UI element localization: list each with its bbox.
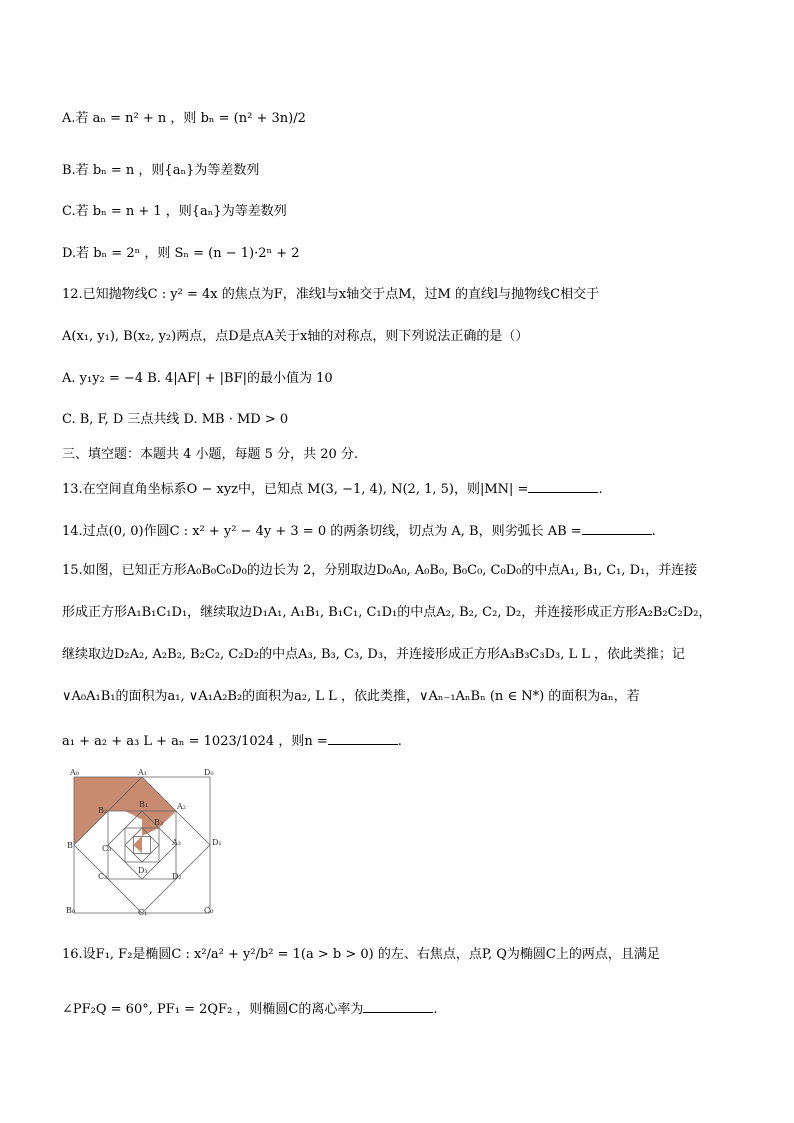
option-11d: D.若 bₙ = 2ⁿ ，则 Sₙ = (n − 1)·2ⁿ + 2 [62,246,300,261]
nested-squares-figure [62,765,222,915]
option-11b: B.若 bₙ = n ，则{aₙ}为等差数列 [62,163,260,178]
q14-text: 14.过点(0, 0)作圆C : x² + y² − 4y + 3 = 0 的两条切线，切点为 A, B，则劣弧长 AB = [62,524,582,539]
q15-line-3: 继续取边D₂A₂, A₂B₂, B₂C₂, C₂D₂的中点A₃, B₃, C₃, D₃，并连接形成正方形A₃B₃C₃D₃, L L ，依此类推；记 [62,647,686,662]
q12-options-cd: C. B, F, D 三点共线 D. MB · MD > 0 [62,412,289,427]
answer-blank [582,520,652,535]
q16-line-2-text: ∠PF₂Q = 60°, PF₁ = 2QF₂ ，则椭圆C的离心率为 [62,1002,364,1017]
label-a0: A₀ [70,768,79,777]
label-b2: B₂ [98,806,108,815]
q15-line-4: ∨A₀A₁B₁的面积为a₁, ∨A₁A₂B₂的面积为a₂, L L ，依此类推，∨Aₙ₋₁AₙBₙ (n ∈ N*) 的面积为aₙ，若 [62,689,640,704]
q15-line-5-text: a₁ + a₂ + a₃ L + aₙ = 1023/1024 ，则n = [62,734,328,749]
q12-stem-2: A(x₁, y₁), B(x₂, y₂)两点，点D是点A关于x轴的对称点，则下列说法正确的是（） [62,329,529,344]
q14: 14.过点(0, 0)作圆C : x² + y² − 4y + 3 = 0 的两条切线，切点为 A, B，则劣弧长 AB = . [62,520,656,541]
label-d2: D₂ [172,872,182,881]
label-a3: A₃ [172,838,181,847]
label-a1: A₁ [138,768,147,777]
label-c3: C₃ [102,844,112,853]
label-b1: B₁ [139,800,149,809]
label-d3: D₃ [138,866,148,875]
q13: 13.在空间直角坐标系O − xyz中，已知点 M(3, −1, 4), N(2, 1, 5)，则|MN| = . [62,478,603,499]
q15-line-1: 15.如图，已知正方形A₀B₀C₀D₀的边长为 2，分别取边D₀A₀, A₀B₀, B₀C₀, C₀D₀的中点A₁, B₁, C₁, D₁，并连接 [62,563,698,578]
label-b3: B₃ [154,818,164,827]
q16-line-2: ∠PF₂Q = 60°, PF₁ = 2QF₂ ，则椭圆C的离心率为 . [62,998,438,1019]
section-3-heading: 三、填空题：本题共 4 小题，每题 5 分，共 20 分. [62,447,359,462]
q16-line-1: 16.设F₁, F₂是椭圆C : x²/a² + y²/b² = 1(a > b > 0) 的左、右焦点，点P, Q为椭圆C上的两点，且满足 [62,947,660,962]
label-a2: A₂ [177,802,186,811]
label-b-mid: B [67,841,73,850]
label-c2: C₂ [98,872,108,881]
answer-blank [363,998,433,1013]
label-b0: B₀ [66,906,76,915]
answer-blank [328,730,398,745]
label-c1: C₁ [138,908,148,915]
answer-blank [528,478,598,493]
label-d1: D₁ [212,838,222,847]
q12-options-ab: A. y₁y₂ = −4 B. 4|AF| + |BF|的最小值为 10 [62,371,333,386]
option-11c: C.若 bₙ = n + 1 ，则{aₙ}为等差数列 [62,204,287,219]
q15-line-5: a₁ + a₂ + a₃ L + aₙ = 1023/1024 ，则n = . [62,730,402,751]
q12-stem-1: 12.已知抛物线C : y² = 4x 的焦点为F，准线l与x轴交于点M，过M 的直线l与抛物线C相交于 [62,287,600,302]
option-11a: A.若 aₙ = n² + n ，则 bₙ = (n² + 3n)/2 [62,111,306,126]
q15-line-2: 形成正方形A₁B₁C₁D₁，继续取边D₁A₁, A₁B₁, B₁C₁, C₁D₁的中点A₂, B₂, C₂, D₂，并连接形成正方形A₂B₂C₂D₂， [62,605,712,620]
q13-text: 13.在空间直角坐标系O − xyz中，已知点 M(3, −1, 4), N(2, 1, 5)，则|MN| = [62,482,529,497]
label-c0: C₀ [204,906,214,915]
label-d0: D₀ [204,768,214,777]
